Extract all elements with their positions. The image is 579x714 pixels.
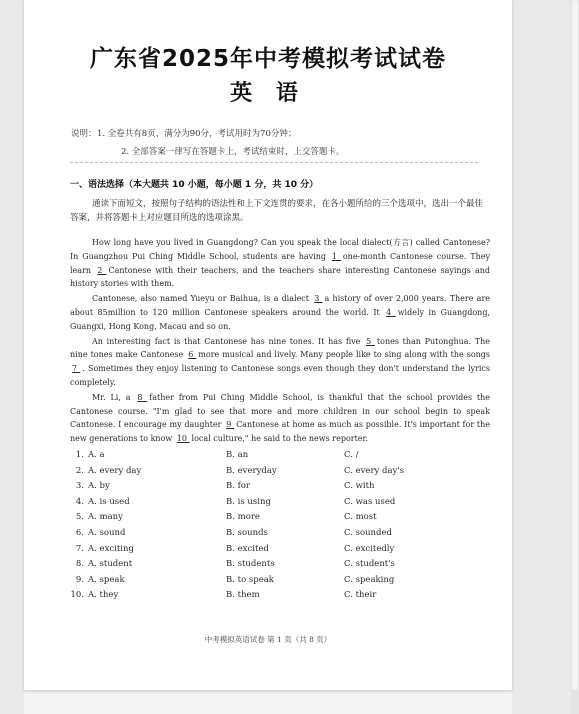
note-1: 1. 全卷共有8页，满分为90分，考试用时为70分钟； (97, 129, 297, 139)
passage-paragraph: Mr. Li, a 8 father from Pui Ching Middle School, is thankful that the school provides the Cantonese course. "I'm glad to see that more and more children in our school begin to speak Cantonese. I encourage my daughter 9 Cantonese at home as much as possible. It's important for the new generations to know 10 local culture," he said to the news reporter. (70, 392, 491, 444)
subject-title: 英 语 (230, 81, 306, 106)
blank-9: 9 (226, 420, 235, 430)
question-row: 1. A. a B. an C. / (75, 450, 359, 460)
note-2: 2. 全部答案一律写在答题卡上，考试结束时，上交答题卡。 (121, 147, 345, 157)
blank-4: 4 (386, 307, 396, 317)
blank-1: 1 (331, 251, 341, 261)
blank-8: 8 (137, 392, 148, 402)
blank-2: 2 (97, 265, 107, 275)
page-footer: 中考模拟英语试卷 第 1 页（共 8 页） (204, 635, 332, 644)
exam-title: 广东省2025年中考模拟考试试卷 (89, 46, 446, 72)
blank-3: 3 (314, 294, 323, 304)
question-row: 6. A. sound B. sounds C. sounded (75, 527, 392, 538)
document-page (24, 0, 512, 690)
question-row: 2. A. every day B. everyday C. every day's (75, 465, 405, 476)
question-row: 7. A. exciting B. excited C. excitedly (75, 543, 395, 554)
section-heading: 一、语法选择（本大题共 10 小题，每小题 1 分，共 10 分） (70, 180, 319, 190)
question-row: 9. A. speak B. to speak C. speaking (75, 574, 395, 585)
answer-options (70, 450, 480, 606)
reading-passage (70, 236, 490, 447)
question-row: 10. A. they B. them C. their (70, 590, 377, 601)
section-instructions: 通读下面短文，按照句子结构的语法性和上下文连贯的要求，在各小题所给的三个选项中，选出一个最佳答案，并将答题卡上对应题目所选的选项涂黑。 (70, 199, 484, 223)
question-row: 8. A. student B. students C. student's (75, 559, 395, 570)
separator-line (70, 162, 478, 163)
blank-5: 5 (366, 336, 375, 346)
question-row: 3. A. by B. for C. with (75, 481, 375, 492)
question-row: 4. A. is used B. is using C. was used (75, 496, 396, 507)
passage-paragraph: An interesting fact is that Cantonese has nine tones. It has five 5 tones than Putonghua. The nine tones make Cantonese 6 more musical and lively. Many people like to sing along with the songs 7 . Sometimes they enjoy listening to Cantonese songs even though they don't understand the lyrics completely. (70, 336, 491, 387)
scrollbar[interactable] (571, 0, 579, 714)
passage-paragraph: Cantonese, also named Yueyu or Baihua, is a dialect 3 a history of over 2,000 years. There are about 85million to 120 million Cantonese speakers around the world. It 4 widely in Guangdong, Guangxi, Hong Kong, Macau and so on. (70, 294, 491, 331)
passage-paragraph: How long have you lived in Guangdong? Can you speak the local dialect(方言) called Cantonese? In Guangzhou Pui Ching Middle School, students are having 1 one-month Cantonese course. They learn 2 Cantonese with their teachers, and the teachers share interesting Cantonese sayings and history stories with them. (70, 238, 491, 289)
question-row: 5. A. many B. more C. most (75, 512, 377, 523)
blank-7: 7 (72, 364, 81, 374)
blank-6: 6 (188, 350, 197, 360)
scrollbar-thumb[interactable] (572, 0, 578, 690)
blank-10: 10 (176, 434, 190, 444)
notes-label: 说明： (71, 129, 97, 139)
next-page-edge (24, 693, 512, 714)
